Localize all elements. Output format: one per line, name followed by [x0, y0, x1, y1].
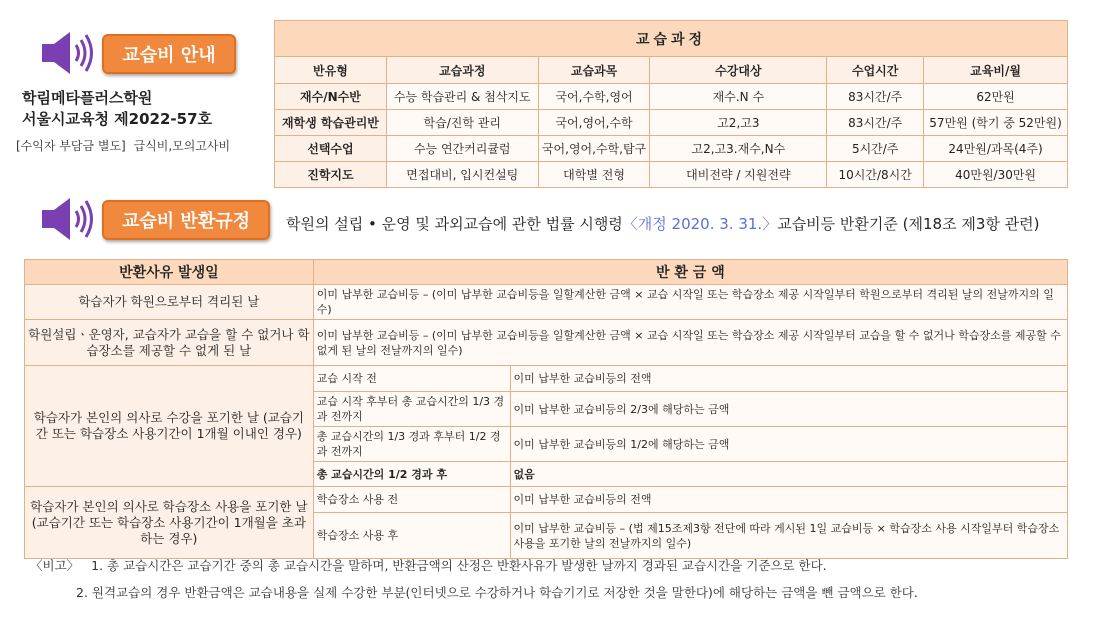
extra-cost-items: 급식비,모의고사비 [133, 139, 231, 153]
law-prefix: 학원의 설립 • 운영 및 과외교습에 관한 법률 시행령 [286, 215, 623, 233]
table-row [275, 162, 1068, 188]
curriculum-table [274, 20, 1068, 188]
col-header: 반환사유 발생일 [25, 260, 314, 285]
refund-amount: 이미 납부한 교습비등 – (법 제15조제3항 전단에 따라 게시된 1일 교습비등 × 학습장소 사용 시작일부터 학습장소 사용을 포기한 날의 전날까지의 일수) [510, 513, 1067, 559]
refund-amount: 이미 납부한 교습비등의 1/2에 해당하는 금액 [510, 427, 1067, 462]
table-cell: 면접대비, 입시컨설팅 [386, 162, 538, 188]
refund-amount: 이미 납부한 교습비등 – (이미 납부한 교습비등을 일할계산한 금액 × 교습 시작일 또는 학습장소 제공 시작일부터 교습을 할 수 없거나 학습장소를 제공할 수 없게 된 날의 전날까지의 일수) [313, 320, 1067, 366]
law-reference [286, 213, 1039, 234]
refund-condition: 학습장소 사용 후 [313, 513, 510, 559]
speaker-icon [40, 30, 96, 76]
speaker-icon [40, 196, 96, 242]
refund-policy-badge: 교습비 반환규정 [102, 200, 270, 240]
table-cell: 학습/진학 관리 [386, 110, 538, 136]
col-header: 반유형 [275, 57, 387, 84]
col-header: 교육비/월 [924, 57, 1068, 84]
academy-registration: 서울시교육청 제2022-57호 [22, 110, 212, 128]
table-row [25, 285, 1068, 320]
table-cell: 국어,영어,수학 [538, 110, 650, 136]
refund-condition: 교습 시작 전 [313, 366, 510, 392]
table-cell: 수능 연간커리큘럼 [386, 136, 538, 162]
table-row [275, 136, 1068, 162]
table-cell: 83시간/주 [827, 84, 924, 110]
col-header: 수강대상 [650, 57, 827, 84]
table-cell: 5시간/주 [827, 136, 924, 162]
table-row [25, 320, 1068, 366]
law-revision: 〈개정 2020. 3. 31.〉 [622, 215, 778, 233]
refund-amount: 이미 납부한 교습비등의 전액 [510, 366, 1067, 392]
academy-name: 학림메타플러스학원 [22, 89, 153, 107]
col-header: 반 환 금 액 [313, 260, 1067, 285]
academy-info [22, 88, 212, 130]
note-item: 1. 총 교습시간은 교습기간 중의 총 교습시간을 말하며, 반환금액의 산정은 반환사유가 발생한 날까지 경과된 교습시간을 기준으로 한다. [91, 558, 827, 573]
col-header: 수업시간 [827, 57, 924, 84]
table-cell: 국어,수학,영어 [538, 84, 650, 110]
table-cell: 대학별 전형 [538, 162, 650, 188]
col-header: 교습과목 [538, 57, 650, 84]
extra-cost-label: [수익자 부담금 별도] [16, 139, 126, 153]
extra-cost-note [16, 137, 230, 154]
class-type: 진학지도 [275, 162, 387, 188]
table-cell: 대비전략 / 지원전략 [650, 162, 827, 188]
fee-guide-badge: 교습비 안내 [102, 34, 236, 74]
refund-reason: 학습자가 학원으로부터 격리된 날 [25, 285, 314, 320]
table-cell: 24만원/과목(4주) [924, 136, 1068, 162]
class-type: 재학생 학습관리반 [275, 110, 387, 136]
refund-reason: 학습자가 본인의 의사로 수강을 포기한 날 (교습기간 또는 학습장소 사용기간이 1개월 이내인 경우) [25, 366, 314, 487]
class-type: 재수/N수반 [275, 84, 387, 110]
table-cell: 40만원/30만원 [924, 162, 1068, 188]
table-cell: 10시간/8시간 [827, 162, 924, 188]
refund-amount: 이미 납부한 교습비등 – (이미 납부한 교습비등을 일할계산한 금액 × 교습 시작일 또는 학습장소 제공 시작일부터 학원으로부터 격리된 날의 전날까지의 일수) [313, 285, 1067, 320]
refund-condition: 총 교습시간의 1/2 경과 후 [313, 462, 510, 487]
refund-condition: 학습장소 사용 전 [313, 487, 510, 513]
refund-condition: 교습 시작 후부터 총 교습시간의 1/3 경과 전까지 [313, 392, 510, 427]
class-type: 선택수업 [275, 136, 387, 162]
notes [30, 556, 918, 600]
table-row [275, 110, 1068, 136]
curriculum-title: 교습과정 [275, 21, 1068, 57]
table-row [275, 84, 1068, 110]
refund-reason: 학원설립ㆍ운영자, 교습자가 교습을 할 수 없거나 학습장소를 제공할 수 없게 된 날 [25, 320, 314, 366]
note-item: 2. 원격교습의 경우 반환금액은 교습내용을 실제 수강한 부분(인터넷으로 수강하거나 학습기기로 저장한 것을 말한다)에 해당하는 금액을 뺀 금액으로 한다. [76, 585, 918, 600]
refund-amount: 이미 납부한 교습비등의 전액 [510, 487, 1067, 513]
refund-reason: 학습자가 본인의 의사로 학습장소 사용을 포기한 날 (교습기간 또는 학습장소 사용기간이 1개월을 초과하는 경우) [25, 487, 314, 559]
table-cell: 국어,영어,수학,탐구 [538, 136, 650, 162]
table-row [25, 487, 1068, 513]
table-cell: 83시간/주 [827, 110, 924, 136]
col-header: 교습과정 [386, 57, 538, 84]
refund-table [24, 259, 1068, 559]
table-cell: 고2,고3.재수,N수 [650, 136, 827, 162]
notes-label: 〈비고〉 [30, 558, 80, 573]
table-cell: 62만원 [924, 84, 1068, 110]
refund-amount: 이미 납부한 교습비등의 2/3에 해당하는 금액 [510, 392, 1067, 427]
table-cell: 수능 학습관리 & 첨삭지도 [386, 84, 538, 110]
table-cell: 고2,고3 [650, 110, 827, 136]
law-suffix: 교습비등 반환기준 (제18조 제3항 관련) [777, 215, 1040, 233]
table-cell: 재수.N 수 [650, 84, 827, 110]
refund-amount: 없음 [510, 462, 1067, 487]
refund-condition: 총 교습시간의 1/3 경과 후부터 1/2 경과 전까지 [313, 427, 510, 462]
table-row [25, 366, 1068, 392]
table-cell: 57만원 (학기 중 52만원) [924, 110, 1068, 136]
